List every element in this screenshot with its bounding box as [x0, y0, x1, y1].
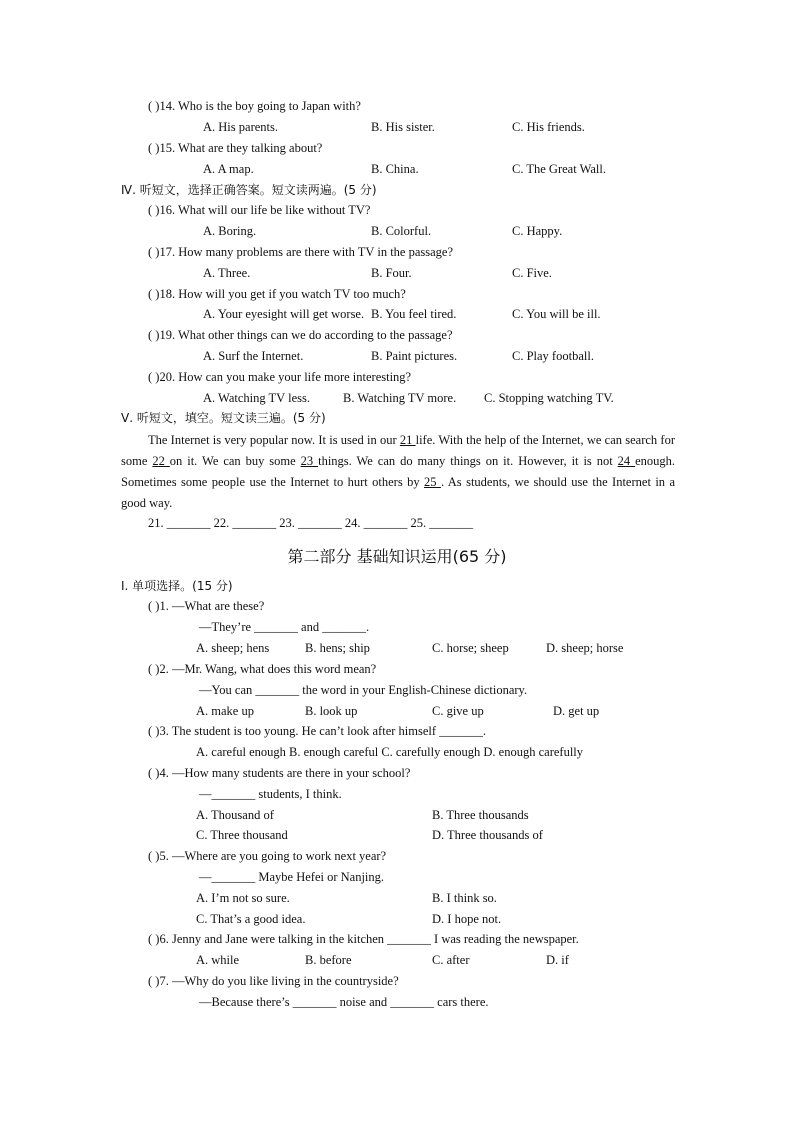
blank-24: 24 — [617, 454, 636, 468]
question-line: C. That’s a good idea. — [196, 912, 306, 926]
question-line: ( )14. Who is the boy going to Japan with? — [148, 99, 361, 113]
question-line: B. Four. — [371, 266, 412, 280]
question-line: 21. _______ 22. _______ 23. _______ 24. _______ 25. _______ — [148, 516, 473, 530]
question-line: A. make up — [196, 704, 254, 718]
passage-text: enough. Sometimes some people use the Internet to hurt others by — [121, 454, 676, 489]
question-line: ( )20. How can you make your life more interesting? — [148, 370, 412, 384]
question-line: A. Your eyesight will get worse. — [203, 307, 365, 321]
question-line: ( )7. —Why do you like living in the countryside? — [148, 974, 399, 988]
question-line: A. I’m not so sure. — [196, 891, 290, 905]
question-line: C. The Great Wall. — [512, 162, 606, 176]
passage-text: The Internet is very popular now. It is used in our — [148, 433, 400, 447]
blank-25: 25 — [424, 475, 441, 489]
question-line: —They’re _______ and _______. — [199, 620, 370, 634]
question-line: —_______ Maybe Hefei or Nanjing. — [199, 870, 385, 884]
question-line: ( )18. How will you get if you watch TV too much? — [148, 287, 406, 301]
question-line: B. You feel tired. — [371, 307, 457, 321]
question-line: C. His friends. — [512, 120, 585, 134]
question-line: A. sheep; hens — [196, 641, 270, 655]
question-line: A. His parents. — [203, 120, 278, 134]
section-heading: Ⅳ. 听短文，选择正确答案。短文读两遍。(5 分) — [121, 183, 377, 197]
question-line: D. Three thousands of — [432, 828, 543, 842]
section-heading: Ⅰ. 单项选择。(15 分) — [121, 579, 233, 593]
question-line: ( )17. How many problems are there with TV in the passage? — [148, 245, 454, 259]
question-line: D. sheep; horse — [546, 641, 624, 655]
part-two-title: 第二部分 基础知识运用(65 分) — [287, 547, 507, 566]
question-line: B. hens; ship — [305, 641, 370, 655]
question-line: C. Happy. — [512, 224, 563, 238]
question-line: ( )6. Jenny and Jane were talking in the kitchen _______ I was reading the newspaper. — [148, 932, 579, 946]
question-line: A. Three. — [203, 266, 251, 280]
question-line: C. Five. — [512, 266, 552, 280]
question-line: C. horse; sheep — [432, 641, 509, 655]
question-line: A. Surf the Internet. — [203, 349, 304, 363]
question-line: A. careful enough B. enough careful C. carefully enough D. enough carefully — [196, 745, 584, 759]
passage-text: life. With the help of the Internet, we can search for some — [121, 433, 676, 468]
question-line: C. after — [432, 953, 470, 967]
question-line: C. Play football. — [512, 349, 594, 363]
passage-text: on it. We can buy some — [169, 454, 301, 468]
question-line: ( )4. —How many students are there in your school? — [148, 766, 411, 780]
question-line: ( )15. What are they talking about? — [148, 141, 323, 155]
passage-text: . As students, we should use the Internet in a good way. — [121, 475, 675, 510]
passage-text: things. We can do many things on it. However, it is not — [318, 454, 618, 468]
question-line: A. Boring. — [203, 224, 257, 238]
question-line: ( )3. The student is too young. He can’t look after himself _______. — [148, 724, 487, 738]
question-line: B. Watching TV more. — [343, 391, 457, 405]
blank-21: 21 — [399, 433, 416, 447]
question-line: —You can _______ the word in your English-Chinese dictionary. — [199, 683, 528, 697]
question-line: A. while — [196, 953, 240, 967]
blank-23: 23 — [300, 454, 319, 468]
section-heading: Ⅴ. 听短文，填空。短文读三遍。(5 分) — [121, 411, 326, 425]
question-line: B. before — [305, 953, 352, 967]
question-line: —Because there’s _______ noise and _______ cars there. — [199, 995, 489, 1009]
question-line: D. if — [546, 953, 569, 967]
question-line: ( )16. What will our life be like without TV? — [148, 203, 371, 217]
question-line: —_______ students, I think. — [199, 787, 342, 801]
question-line: B. Three thousands — [432, 808, 529, 822]
question-line: C. Three thousand — [196, 828, 288, 842]
question-line: C. Stopping watching TV. — [484, 391, 614, 405]
question-line: B. China. — [371, 162, 419, 176]
question-line: B. I think so. — [432, 891, 497, 905]
question-line: A. Watching TV less. — [203, 391, 310, 405]
passage-paragraph — [121, 430, 675, 514]
blank-22: 22 — [152, 454, 170, 468]
question-line: C. You will be ill. — [512, 307, 601, 321]
question-line: C. give up — [432, 704, 484, 718]
question-line: A. A map. — [203, 162, 254, 176]
question-line: B. look up — [305, 704, 358, 718]
question-line: ( )5. —Where are you going to work next year? — [148, 849, 387, 863]
question-line: ( )1. —What are these? — [148, 599, 265, 613]
question-line: D. I hope not. — [432, 912, 502, 926]
question-line: B. Colorful. — [371, 224, 432, 238]
question-line: D. get up — [553, 704, 600, 718]
question-line: A. Thousand of — [196, 808, 274, 822]
question-line: B. Paint pictures. — [371, 349, 458, 363]
question-line: ( )19. What other things can we do according to the passage? — [148, 328, 453, 342]
question-line: B. His sister. — [371, 120, 435, 134]
question-line: ( )2. —Mr. Wang, what does this word mean? — [148, 662, 377, 676]
